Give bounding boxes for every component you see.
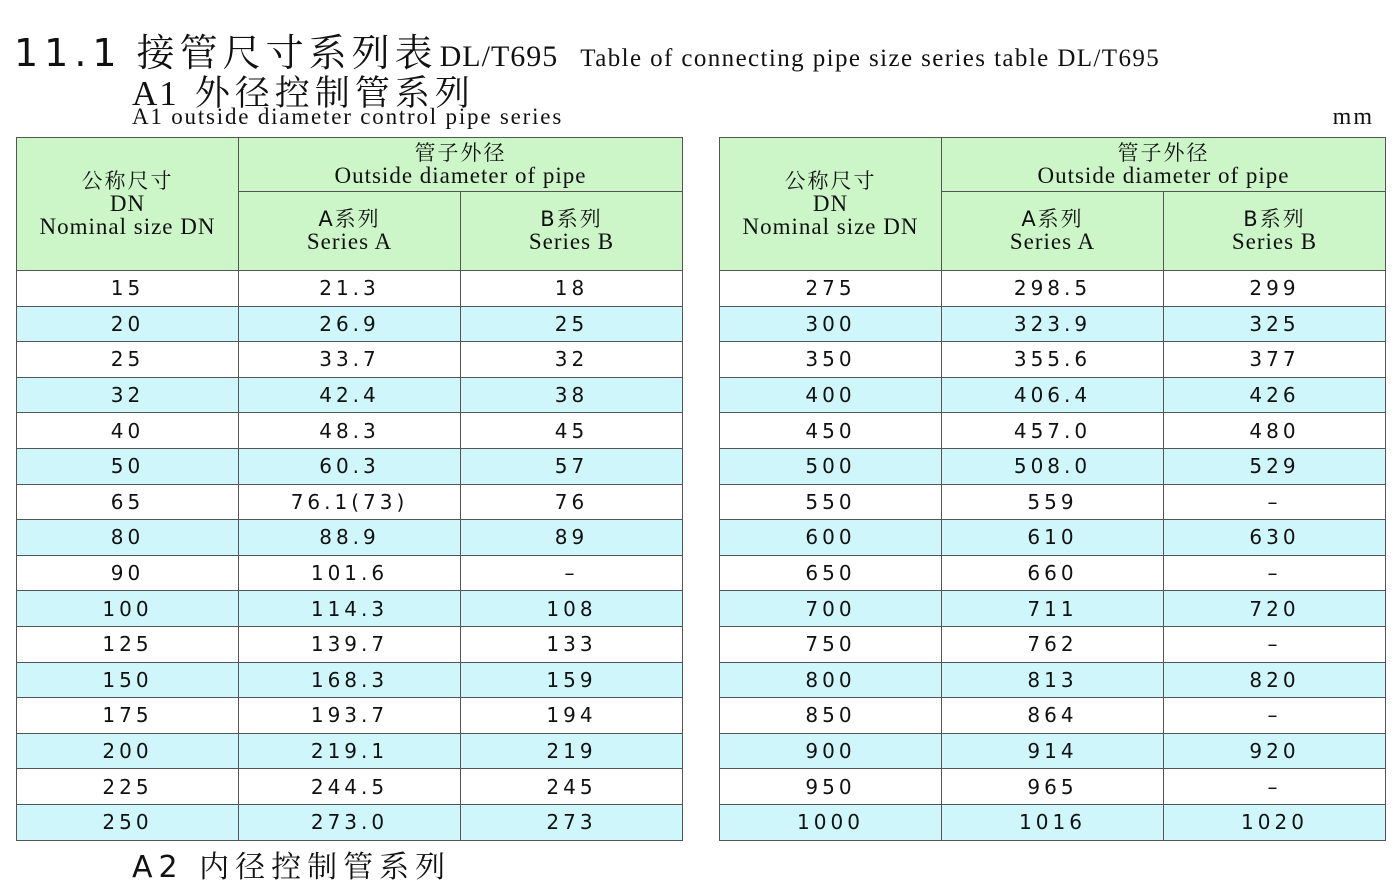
header-outside-diameter bbox=[239, 138, 683, 192]
table-row bbox=[720, 769, 1386, 805]
cell-series-b: 159 bbox=[461, 662, 683, 698]
table-row bbox=[17, 342, 683, 378]
header-nominal-size bbox=[720, 138, 942, 271]
table-row bbox=[720, 733, 1386, 769]
header-outside-cn: 管子外径 bbox=[414, 140, 507, 165]
cell-nominal-size: 40 bbox=[17, 413, 239, 449]
table-row bbox=[17, 626, 683, 662]
title-english: Table of connecting pipe size series table DL/T695 bbox=[580, 45, 1161, 72]
cell-series-b: 57 bbox=[461, 448, 683, 484]
cell-nominal-size: 90 bbox=[17, 555, 239, 591]
cell-series-b: 76 bbox=[461, 484, 683, 520]
cell-series-a: 76.1(73) bbox=[239, 484, 461, 520]
cell-series-a: 219.1 bbox=[239, 733, 461, 769]
cell-nominal-size: 225 bbox=[17, 769, 239, 805]
cell-series-b: 25 bbox=[461, 306, 683, 342]
cell-series-b: – bbox=[1164, 555, 1386, 591]
cell-series-a: 610 bbox=[942, 520, 1164, 556]
cell-series-a: 114.3 bbox=[239, 591, 461, 627]
header-nominal-dn: DN bbox=[109, 190, 146, 216]
cell-series-a: 168.3 bbox=[239, 662, 461, 698]
cell-series-a: 508.0 bbox=[942, 448, 1164, 484]
table-row bbox=[720, 413, 1386, 449]
pipe-table-right bbox=[719, 137, 1386, 841]
cell-series-b: 194 bbox=[461, 698, 683, 734]
cell-nominal-size: 450 bbox=[720, 413, 942, 449]
cell-series-a: 406.4 bbox=[942, 377, 1164, 413]
cell-series-a: 711 bbox=[942, 591, 1164, 627]
cell-series-a: 42.4 bbox=[239, 377, 461, 413]
table-row bbox=[17, 769, 683, 805]
cell-series-a: 60.3 bbox=[239, 448, 461, 484]
cell-nominal-size: 15 bbox=[17, 271, 239, 307]
cell-nominal-size: 125 bbox=[17, 626, 239, 662]
cell-series-a: 26.9 bbox=[239, 306, 461, 342]
table-row bbox=[17, 733, 683, 769]
cell-series-b: 630 bbox=[1164, 520, 1386, 556]
cell-series-b: 273 bbox=[461, 804, 683, 840]
cell-nominal-size: 700 bbox=[720, 591, 942, 627]
title-chinese: 接管尺寸系列表 bbox=[136, 31, 438, 75]
cell-nominal-size: 650 bbox=[720, 555, 942, 591]
table-row bbox=[720, 448, 1386, 484]
table-row bbox=[17, 520, 683, 556]
subtitle-chinese-text: 外径控制管系列 bbox=[194, 74, 475, 114]
table-row bbox=[17, 555, 683, 591]
table-row bbox=[17, 484, 683, 520]
header-series-a-cn: A系列 bbox=[318, 207, 381, 231]
table-row bbox=[720, 520, 1386, 556]
cell-series-a: 762 bbox=[942, 626, 1164, 662]
cell-nominal-size: 850 bbox=[720, 698, 942, 734]
table-row bbox=[17, 662, 683, 698]
table-row bbox=[720, 662, 1386, 698]
cell-nominal-size: 400 bbox=[720, 377, 942, 413]
cell-series-b: 480 bbox=[1164, 413, 1386, 449]
cell-series-a: 21.3 bbox=[239, 271, 461, 307]
cell-nominal-size: 750 bbox=[720, 626, 942, 662]
cell-series-b: 426 bbox=[1164, 377, 1386, 413]
cell-series-a: 914 bbox=[942, 733, 1164, 769]
cell-nominal-size: 300 bbox=[720, 306, 942, 342]
page-title bbox=[14, 22, 1161, 75]
cell-series-b: – bbox=[1164, 626, 1386, 662]
cell-nominal-size: 250 bbox=[17, 804, 239, 840]
cell-series-a: 101.6 bbox=[239, 555, 461, 591]
cell-series-a: 298.5 bbox=[942, 271, 1164, 307]
cell-series-a: 965 bbox=[942, 769, 1164, 805]
next-section-heading: A2 内径控制管系列 bbox=[132, 850, 452, 885]
header-nominal-en: Nominal size DN bbox=[39, 213, 216, 239]
cell-nominal-size: 100 bbox=[17, 591, 239, 627]
cell-nominal-size: 65 bbox=[17, 484, 239, 520]
table-row bbox=[720, 591, 1386, 627]
header-nominal-dn: DN bbox=[812, 190, 849, 216]
cell-series-b: – bbox=[461, 555, 683, 591]
cell-nominal-size: 80 bbox=[17, 520, 239, 556]
subtitle-english: A1 outside diameter control pipe series bbox=[132, 104, 564, 129]
cell-series-a: 457.0 bbox=[942, 413, 1164, 449]
title-standard-code: DL/T695 bbox=[439, 40, 559, 73]
cell-nominal-size: 50 bbox=[17, 448, 239, 484]
header-nominal-en: Nominal size DN bbox=[742, 213, 919, 239]
cell-series-a: 813 bbox=[942, 662, 1164, 698]
header-series-a-cn: A系列 bbox=[1021, 207, 1084, 231]
cell-series-b: – bbox=[1164, 698, 1386, 734]
cell-series-a: 559 bbox=[942, 484, 1164, 520]
cell-series-b: 45 bbox=[461, 413, 683, 449]
section-number: 11.1 bbox=[14, 31, 123, 75]
header-series-b bbox=[461, 192, 683, 271]
header-series-a bbox=[942, 192, 1164, 271]
cell-series-b: – bbox=[1164, 484, 1386, 520]
subtitle-code: A1 bbox=[132, 74, 179, 113]
cell-nominal-size: 200 bbox=[17, 733, 239, 769]
table-row bbox=[720, 698, 1386, 734]
cell-nominal-size: 550 bbox=[720, 484, 942, 520]
header-series-b-en: Series B bbox=[1231, 229, 1318, 254]
cell-series-a: 33.7 bbox=[239, 342, 461, 378]
header-series-b-cn: B系列 bbox=[1243, 207, 1306, 231]
cell-series-b: 38 bbox=[461, 377, 683, 413]
table-row bbox=[720, 306, 1386, 342]
cell-series-b: – bbox=[1164, 769, 1386, 805]
cell-series-b: 377 bbox=[1164, 342, 1386, 378]
cell-series-a: 1016 bbox=[942, 804, 1164, 840]
table-row bbox=[720, 555, 1386, 591]
cell-series-b: 920 bbox=[1164, 733, 1386, 769]
table-row bbox=[720, 271, 1386, 307]
cell-nominal-size: 32 bbox=[17, 377, 239, 413]
pipe-table-right-body bbox=[720, 271, 1386, 841]
header-series-b-cn: B系列 bbox=[540, 207, 603, 231]
cell-nominal-size: 1000 bbox=[720, 804, 942, 840]
header-outside-en: Outside diameter of pipe bbox=[1037, 162, 1290, 188]
pipe-table-left-body bbox=[17, 271, 683, 841]
table-row bbox=[720, 484, 1386, 520]
header-series-b-en: Series B bbox=[528, 229, 615, 254]
cell-series-b: 108 bbox=[461, 591, 683, 627]
table-row bbox=[720, 804, 1386, 840]
table-row bbox=[17, 377, 683, 413]
cell-nominal-size: 350 bbox=[720, 342, 942, 378]
cell-nominal-size: 175 bbox=[17, 698, 239, 734]
cell-series-a: 864 bbox=[942, 698, 1164, 734]
cell-nominal-size: 25 bbox=[17, 342, 239, 378]
table-row bbox=[17, 804, 683, 840]
cell-series-b: 32 bbox=[461, 342, 683, 378]
header-series-a-en: Series A bbox=[1009, 229, 1096, 254]
cell-series-b: 18 bbox=[461, 271, 683, 307]
table-row bbox=[720, 377, 1386, 413]
header-nominal-cn: 公称尺寸 bbox=[81, 168, 174, 193]
cell-series-a: 193.7 bbox=[239, 698, 461, 734]
cell-nominal-size: 150 bbox=[17, 662, 239, 698]
cell-nominal-size: 600 bbox=[720, 520, 942, 556]
cell-series-b: 89 bbox=[461, 520, 683, 556]
unit-label: mm bbox=[1332, 104, 1374, 130]
cell-series-a: 244.5 bbox=[239, 769, 461, 805]
table-row bbox=[17, 413, 683, 449]
table-row bbox=[720, 342, 1386, 378]
cell-nominal-size: 950 bbox=[720, 769, 942, 805]
table-row bbox=[17, 591, 683, 627]
cell-series-b: 245 bbox=[461, 769, 683, 805]
header-series-a-en: Series A bbox=[306, 229, 393, 254]
table-row bbox=[17, 448, 683, 484]
cell-nominal-size: 800 bbox=[720, 662, 942, 698]
header-nominal-size bbox=[17, 138, 239, 271]
cell-series-a: 48.3 bbox=[239, 413, 461, 449]
header-outside-cn: 管子外径 bbox=[1117, 140, 1210, 165]
cell-nominal-size: 275 bbox=[720, 271, 942, 307]
cell-series-a: 660 bbox=[942, 555, 1164, 591]
cell-nominal-size: 20 bbox=[17, 306, 239, 342]
header-nominal-cn: 公称尺寸 bbox=[784, 168, 877, 193]
header-outside-en: Outside diameter of pipe bbox=[334, 162, 587, 188]
table-row bbox=[17, 271, 683, 307]
table-row bbox=[17, 698, 683, 734]
cell-nominal-size: 500 bbox=[720, 448, 942, 484]
cell-series-a: 323.9 bbox=[942, 306, 1164, 342]
cell-series-b: 529 bbox=[1164, 448, 1386, 484]
cell-series-b: 219 bbox=[461, 733, 683, 769]
cell-series-b: 299 bbox=[1164, 271, 1386, 307]
cell-nominal-size: 900 bbox=[720, 733, 942, 769]
cell-series-b: 820 bbox=[1164, 662, 1386, 698]
cell-series-a: 88.9 bbox=[239, 520, 461, 556]
cell-series-b: 720 bbox=[1164, 591, 1386, 627]
cell-series-b: 133 bbox=[461, 626, 683, 662]
cell-series-b: 325 bbox=[1164, 306, 1386, 342]
cell-series-a: 139.7 bbox=[239, 626, 461, 662]
table-row bbox=[720, 626, 1386, 662]
header-series-b bbox=[1164, 192, 1386, 271]
table-row bbox=[17, 306, 683, 342]
cell-series-a: 273.0 bbox=[239, 804, 461, 840]
cell-series-a: 355.6 bbox=[942, 342, 1164, 378]
cell-series-b: 1020 bbox=[1164, 804, 1386, 840]
header-series-a bbox=[239, 192, 461, 271]
pipe-table-left bbox=[16, 137, 683, 841]
header-outside-diameter bbox=[942, 138, 1386, 192]
